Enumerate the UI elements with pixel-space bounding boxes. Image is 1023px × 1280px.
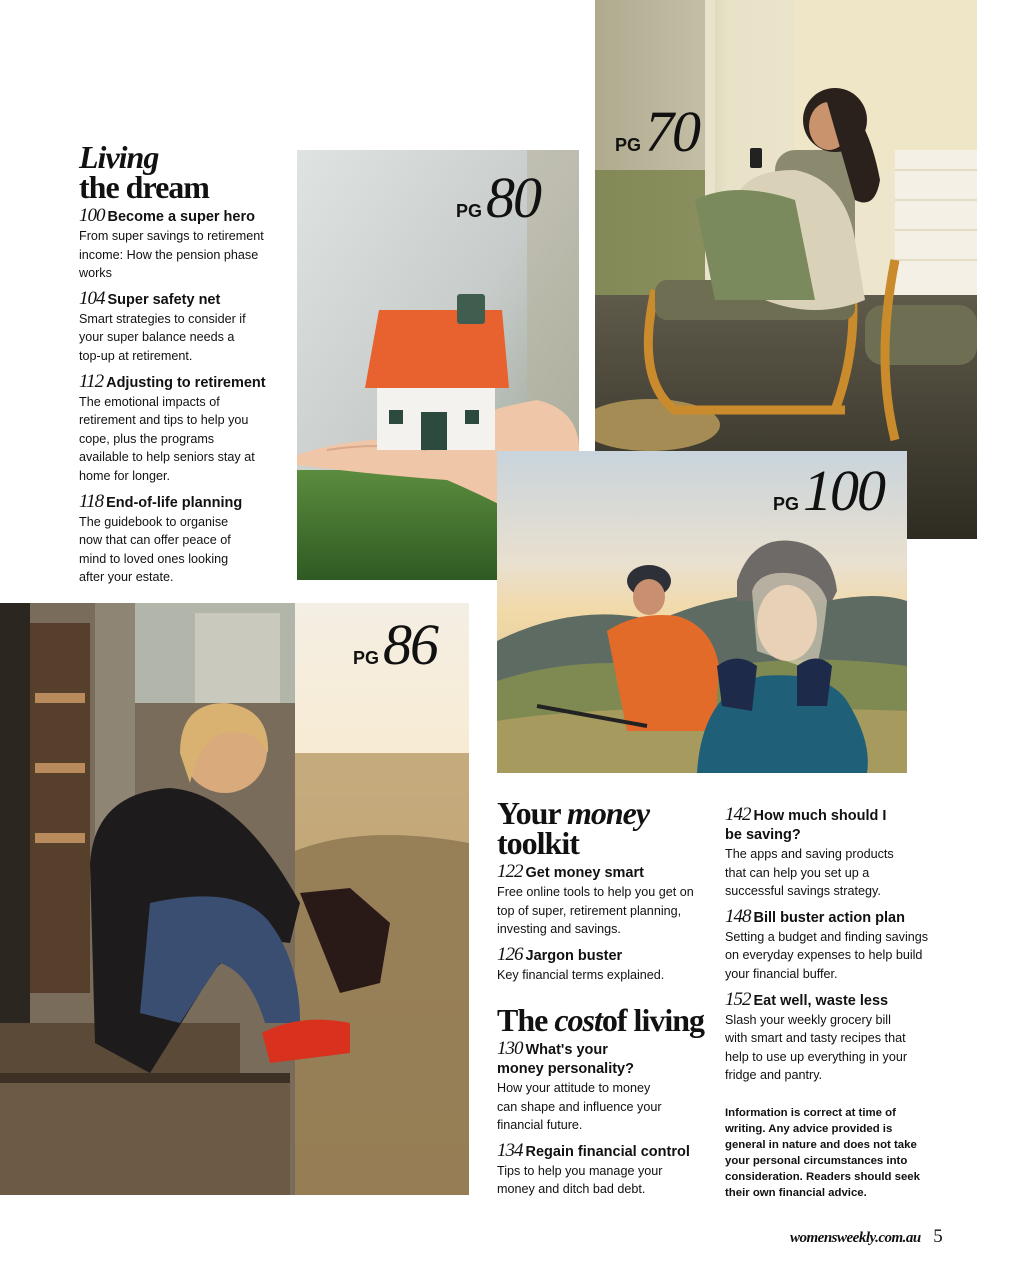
- pg-number: 70: [645, 99, 700, 164]
- entry-title: End-of-life planning: [106, 494, 243, 511]
- title-line-1: Living: [79, 139, 159, 175]
- page-number: 118: [79, 490, 104, 512]
- entry-description: Setting a budget and finding savings on everyday expenses to help build your financial buffer.: [725, 929, 929, 981]
- title-line-2: toolkit: [497, 825, 579, 861]
- pg-number: 100: [803, 458, 885, 523]
- page-number: 142: [725, 804, 751, 825]
- toc-entry: [497, 945, 707, 985]
- page-number: 112: [79, 370, 104, 392]
- page-ref-70: [615, 98, 699, 165]
- entry-description: The guidebook to organise now that can offer peace of mind to loved ones looking after your estate.: [79, 514, 231, 585]
- page-number: 122: [497, 861, 523, 882]
- section-title: [497, 1002, 712, 1038]
- toc-entry: [497, 862, 707, 939]
- page-number: 134: [497, 1139, 523, 1161]
- title-italic-word: cost: [554, 1002, 602, 1038]
- entry-title: Eat well, waste less: [753, 992, 889, 1009]
- title-word: of living: [601, 1002, 705, 1038]
- entry-description: Smart strategies to consider if your super balance needs a top-up at retirement.: [79, 311, 246, 363]
- entry-title: Get money smart: [525, 865, 644, 881]
- section-title: [497, 795, 707, 861]
- pg-number: 80: [486, 165, 541, 230]
- page-number-folio: 5: [933, 1226, 943, 1247]
- entry-title: Super safety net: [107, 291, 221, 308]
- toc-entry: [79, 289, 289, 366]
- pg-label: PG: [773, 494, 800, 514]
- page-number: 104: [79, 287, 105, 309]
- section-cost-of-living: [497, 1002, 712, 1205]
- entry-description: From super savings to retirement income: How the pension phase works: [79, 229, 264, 281]
- toc-entry: [79, 206, 289, 283]
- pg-label: PG: [615, 135, 642, 155]
- page-ref-86: [353, 611, 437, 678]
- footer-website[interactable]: womensweekly.com.au: [790, 1230, 921, 1246]
- entry-description: Tips to help you manage your money and ditch bad debt.: [497, 1163, 663, 1197]
- entry-title: What's your money personality?: [497, 1042, 634, 1077]
- section-money-toolkit: [497, 795, 707, 990]
- entry-title: Bill buster action plan: [753, 909, 905, 926]
- photo-woman-putting-on-boots: [0, 603, 469, 1195]
- entry-title: Adjusting to retirement: [106, 374, 266, 391]
- page-number: 152: [725, 988, 751, 1010]
- entry-description: The apps and saving products that can help you set up a successful savings strategy.: [725, 847, 894, 899]
- entry-description: Key financial terms explained.: [497, 967, 665, 982]
- page-number: 100: [79, 205, 105, 226]
- page-number: 126: [497, 943, 523, 965]
- page-number: 148: [725, 905, 751, 927]
- toc-entry: [725, 990, 935, 1085]
- toc-entry: [725, 805, 935, 901]
- entry-title: Become a super hero: [107, 209, 255, 225]
- entry-title: How much should I be saving?: [725, 808, 887, 843]
- entry-description: The emotional impacts of retirement and tips to help you cope, plus the programs available to help seniors stay at home for longer.: [79, 394, 255, 483]
- pg-number: 86: [383, 612, 438, 677]
- section-title: [79, 139, 289, 205]
- entry-title: Jargon buster: [525, 947, 623, 964]
- entry-title: Regain financial control: [525, 1143, 690, 1160]
- pg-label: PG: [353, 648, 380, 668]
- footer: [790, 1226, 943, 1248]
- title-word: Your: [497, 795, 560, 831]
- entry-description: How your attitude to money can shape and influence your financial future.: [497, 1081, 662, 1133]
- page-ref-100: [773, 457, 884, 524]
- toc-entry: [725, 907, 935, 984]
- section-right-column: [725, 805, 935, 1201]
- entry-description: Slash your weekly grocery bill with smart and tasty recipes that help to use up everything in your fridge and pantry.: [725, 1012, 908, 1083]
- title-word: The: [497, 1002, 548, 1038]
- section-living-the-dream: [79, 139, 289, 593]
- entry-description: Free online tools to help you get on top of super, retirement planning, investing and savings.: [497, 885, 694, 937]
- toc-entry: [79, 372, 289, 486]
- page-number: 130: [497, 1038, 523, 1059]
- title-italic-word: money: [566, 795, 650, 831]
- pg-label: PG: [456, 201, 483, 221]
- disclaimer: Information is correct at time of writing. Any advice provided is general in nature and does not take your personal circumstances into consideration. Readers should seek their own financial advice.: [725, 1106, 920, 1199]
- title-line-2: the dream: [79, 169, 209, 205]
- toc-entry: [79, 492, 289, 587]
- toc-entry: [497, 1141, 712, 1199]
- photo-cyclists: [497, 451, 907, 773]
- page-ref-80: [456, 164, 540, 231]
- toc-entry: [497, 1039, 712, 1135]
